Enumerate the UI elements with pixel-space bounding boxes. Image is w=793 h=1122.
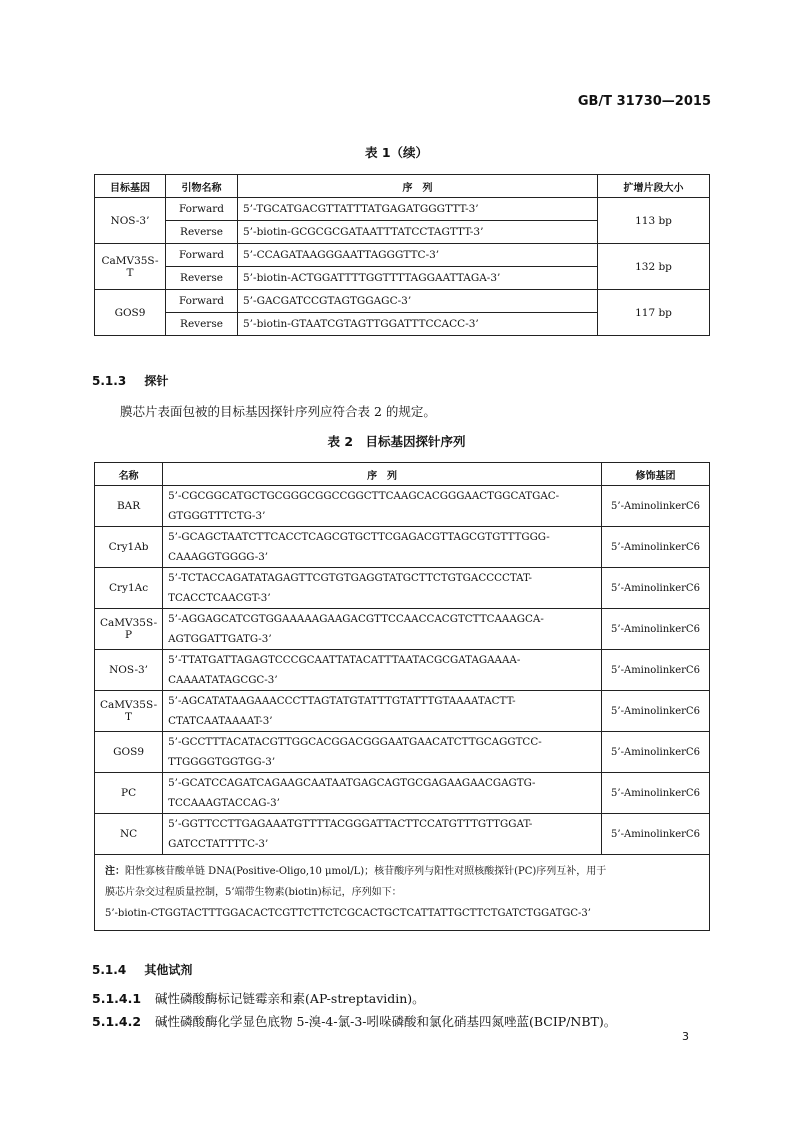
modification-cell: 5’-AminolinkerC6	[602, 609, 710, 650]
modification-cell: 5’-AminolinkerC6	[602, 732, 710, 773]
sequence-line: 5’-TCTACCAGATATAGAGTTCGTGTGAGGTATGCTTCTGTGACCCCTAT-	[168, 572, 533, 584]
sequence-line: CAAAGGTGGGG-3’	[168, 551, 269, 563]
page-number: 3	[682, 1030, 689, 1043]
modification-cell: 5’-AminolinkerC6	[602, 568, 710, 609]
sequence-line: TCACCTCAACGT-3’	[168, 592, 271, 604]
column-header: 修饰基团	[602, 463, 710, 486]
probe-name-cell: NC	[95, 814, 163, 855]
sequence-cell	[163, 773, 602, 814]
probe-name-cell: BAR	[95, 486, 163, 527]
sequence-line: 5’-TTATGATTAGAGTCCCGCAATTATACATTTAATACGCGATAGAAAA-	[168, 654, 521, 666]
table-row	[95, 691, 710, 732]
probe-name-cell: NOS-3’	[95, 650, 163, 691]
modification-cell: 5’-AminolinkerC6	[602, 650, 710, 691]
gene-cell: CaMV35S-T	[95, 244, 166, 290]
modification-cell: 5’-AminolinkerC6	[602, 486, 710, 527]
primer-name-cell: Forward	[166, 290, 238, 313]
primer-table	[94, 174, 710, 336]
primer-name-cell: Reverse	[166, 313, 238, 336]
item-text: 碱性磷酸酶标记链霉亲和素(AP-streptavidin)。	[155, 991, 425, 1006]
table-row	[95, 732, 710, 773]
column-header: 序 列	[163, 463, 602, 486]
sequence-line: CTATCAATAAAAT-3’	[168, 715, 273, 727]
sequence-cell	[163, 609, 602, 650]
sequence-cell	[163, 732, 602, 773]
section-title: 其他试剂	[144, 963, 193, 977]
note-label: 注：	[105, 866, 125, 877]
table2-caption: 表 2 目标基因探针序列	[327, 434, 466, 449]
column-header: 目标基因	[95, 175, 166, 198]
sequence-cell: 5’-biotin-GTAATCGTAGTTGGATTTCCACC-3’	[238, 313, 598, 336]
primer-name-cell: Forward	[166, 244, 238, 267]
table-row	[95, 486, 710, 527]
section-heading-5-1-4	[92, 961, 192, 978]
gene-cell: NOS-3’	[95, 198, 166, 244]
table-row	[95, 198, 710, 221]
probe-name-cell: PC	[95, 773, 163, 814]
sequence-cell: 5’-biotin-GCGCGCGATAATTTATCCTAGTTT-3’	[238, 221, 598, 244]
modification-cell: 5’-AminolinkerC6	[602, 773, 710, 814]
primer-name-cell: Reverse	[166, 267, 238, 290]
column-header: 名称	[95, 463, 163, 486]
note-line: 阳性寡核苷酸单链 DNA(Positive-Oligo,10 μmol/L)；核苷酸序列与阳性对照核酸探针(PC)序列互补，用于	[125, 866, 607, 877]
sequence-cell	[163, 486, 602, 527]
table-note-row	[95, 855, 710, 931]
sequence-cell	[163, 527, 602, 568]
standard-code: GB/T 31730—2015	[577, 94, 711, 109]
column-header: 序 列	[238, 175, 598, 198]
primer-name-cell: Forward	[166, 198, 238, 221]
item-number: 5.1.4.1	[92, 991, 142, 1006]
section-number: 5.1.4	[92, 963, 127, 977]
list-item	[92, 989, 425, 1007]
sequence-cell	[163, 650, 602, 691]
sequence-cell	[163, 568, 602, 609]
sequence-line: 5’-CGCGGCATGCTGCGGGCGGCCGGCTTCAAGCACGGGAACTGGCATGAC-	[168, 490, 560, 502]
list-item	[92, 1012, 616, 1030]
sequence-line: AGTGGATTGATG-3’	[168, 633, 272, 645]
primer-name-cell: Reverse	[166, 221, 238, 244]
sequence-line: 5’-GGTTCCTTGAGAAATGTTTTACGGGATTACTTCCATGTTTGTTGGAT-	[168, 818, 533, 830]
sequence-line: 5’-GCAGCTAATCTTCACCTCAGCGTGCTTCGAGACGTTAGCGTGTTTGGG-	[168, 531, 550, 543]
sequence-line: GATCCTATTTTC-3’	[168, 838, 269, 850]
section-heading-5-1-3	[92, 372, 168, 389]
size-cell: 113 bp	[598, 198, 710, 244]
probe-name-cell: CaMV35S-T	[95, 691, 163, 732]
sequence-line: 5’-AGCATATAAGAAACCCTTAGTATGTATTTGTATTTGTAAAATACTT-	[168, 695, 516, 707]
sequence-line: 5’-AGGAGCATCGTGGAAAAAGAAGACGTTCCAACCACGTCTTCAAAGCA-	[168, 613, 544, 625]
sequence-cell: 5’-biotin-ACTGGATTTTGGTTTTAGGAATTAGA-3’	[238, 267, 598, 290]
sequence-line: TTGGGGTGGTGG-3’	[168, 756, 276, 768]
sequence-cell: 5’-GACGATCCGTAGTGGAGC-3’	[238, 290, 598, 313]
table-header-row	[95, 463, 710, 486]
probe-name-cell: CaMV35S-P	[95, 609, 163, 650]
column-header: 扩增片段大小	[598, 175, 710, 198]
item-text: 碱性磷酸酶化学显色底物 5-溴-4-氯-3-吲哚磷酸和氯化硝基四氮唑蓝(BCIP/NBT)。	[155, 1014, 617, 1029]
sequence-line: GTGGGTTTCTG-3’	[168, 510, 266, 522]
sequence-line: 5’-GCCTTTACATACGTTGGCACGGACGGGAATGAACATCTTGCAGGTCC-	[168, 736, 542, 748]
section-paragraph: 膜芯片表面包被的目标基因探针序列应符合表 2 的规定。	[120, 404, 436, 419]
table-row	[95, 609, 710, 650]
table-row	[95, 650, 710, 691]
probe-name-cell: Cry1Ac	[95, 568, 163, 609]
section-title: 探针	[144, 374, 169, 388]
sequence-line: 5’-GCATCCAGATCAGAAGCAATAATGAGCAGTGCGAGAAGAACGAGTG-	[168, 777, 536, 789]
sequence-line: TCCAAAGTACCAG-3’	[168, 797, 280, 809]
sequence-cell: 5’-TGCATGACGTTATTTATGAGATGGGTTT-3’	[238, 198, 598, 221]
table-header-row	[95, 175, 710, 198]
section-number: 5.1.3	[92, 374, 127, 388]
table-row	[95, 773, 710, 814]
table1-caption: 表 1（续）	[364, 145, 429, 160]
note-sequence: 5’-biotin-CTGGTACTTTGGACACTCGTTCTTCTCGCACTGCTCATTATTGCTTCTGATCTGGATGC-3’	[105, 908, 591, 919]
table-row	[95, 814, 710, 855]
size-cell: 117 bp	[598, 290, 710, 336]
item-number: 5.1.4.2	[92, 1014, 142, 1029]
probe-table	[94, 462, 710, 931]
table-note	[95, 855, 710, 931]
sequence-cell	[163, 691, 602, 732]
table-row	[95, 244, 710, 267]
sequence-line: CAAAATATAGCGC-3’	[168, 674, 278, 686]
table-row	[95, 568, 710, 609]
gene-cell: GOS9	[95, 290, 166, 336]
column-header: 引物名称	[166, 175, 238, 198]
table-row	[95, 290, 710, 313]
probe-name-cell: Cry1Ab	[95, 527, 163, 568]
size-cell: 132 bp	[598, 244, 710, 290]
table-row	[95, 527, 710, 568]
modification-cell: 5’-AminolinkerC6	[602, 814, 710, 855]
sequence-cell: 5’-CCAGATAAGGGAATTAGGGTTC-3’	[238, 244, 598, 267]
modification-cell: 5’-AminolinkerC6	[602, 691, 710, 732]
modification-cell: 5’-AminolinkerC6	[602, 527, 710, 568]
sequence-cell	[163, 814, 602, 855]
probe-name-cell: GOS9	[95, 732, 163, 773]
note-line: 膜芯片杂交过程质量控制，5’端带生物素(biotin)标记，序列如下：	[105, 887, 402, 898]
